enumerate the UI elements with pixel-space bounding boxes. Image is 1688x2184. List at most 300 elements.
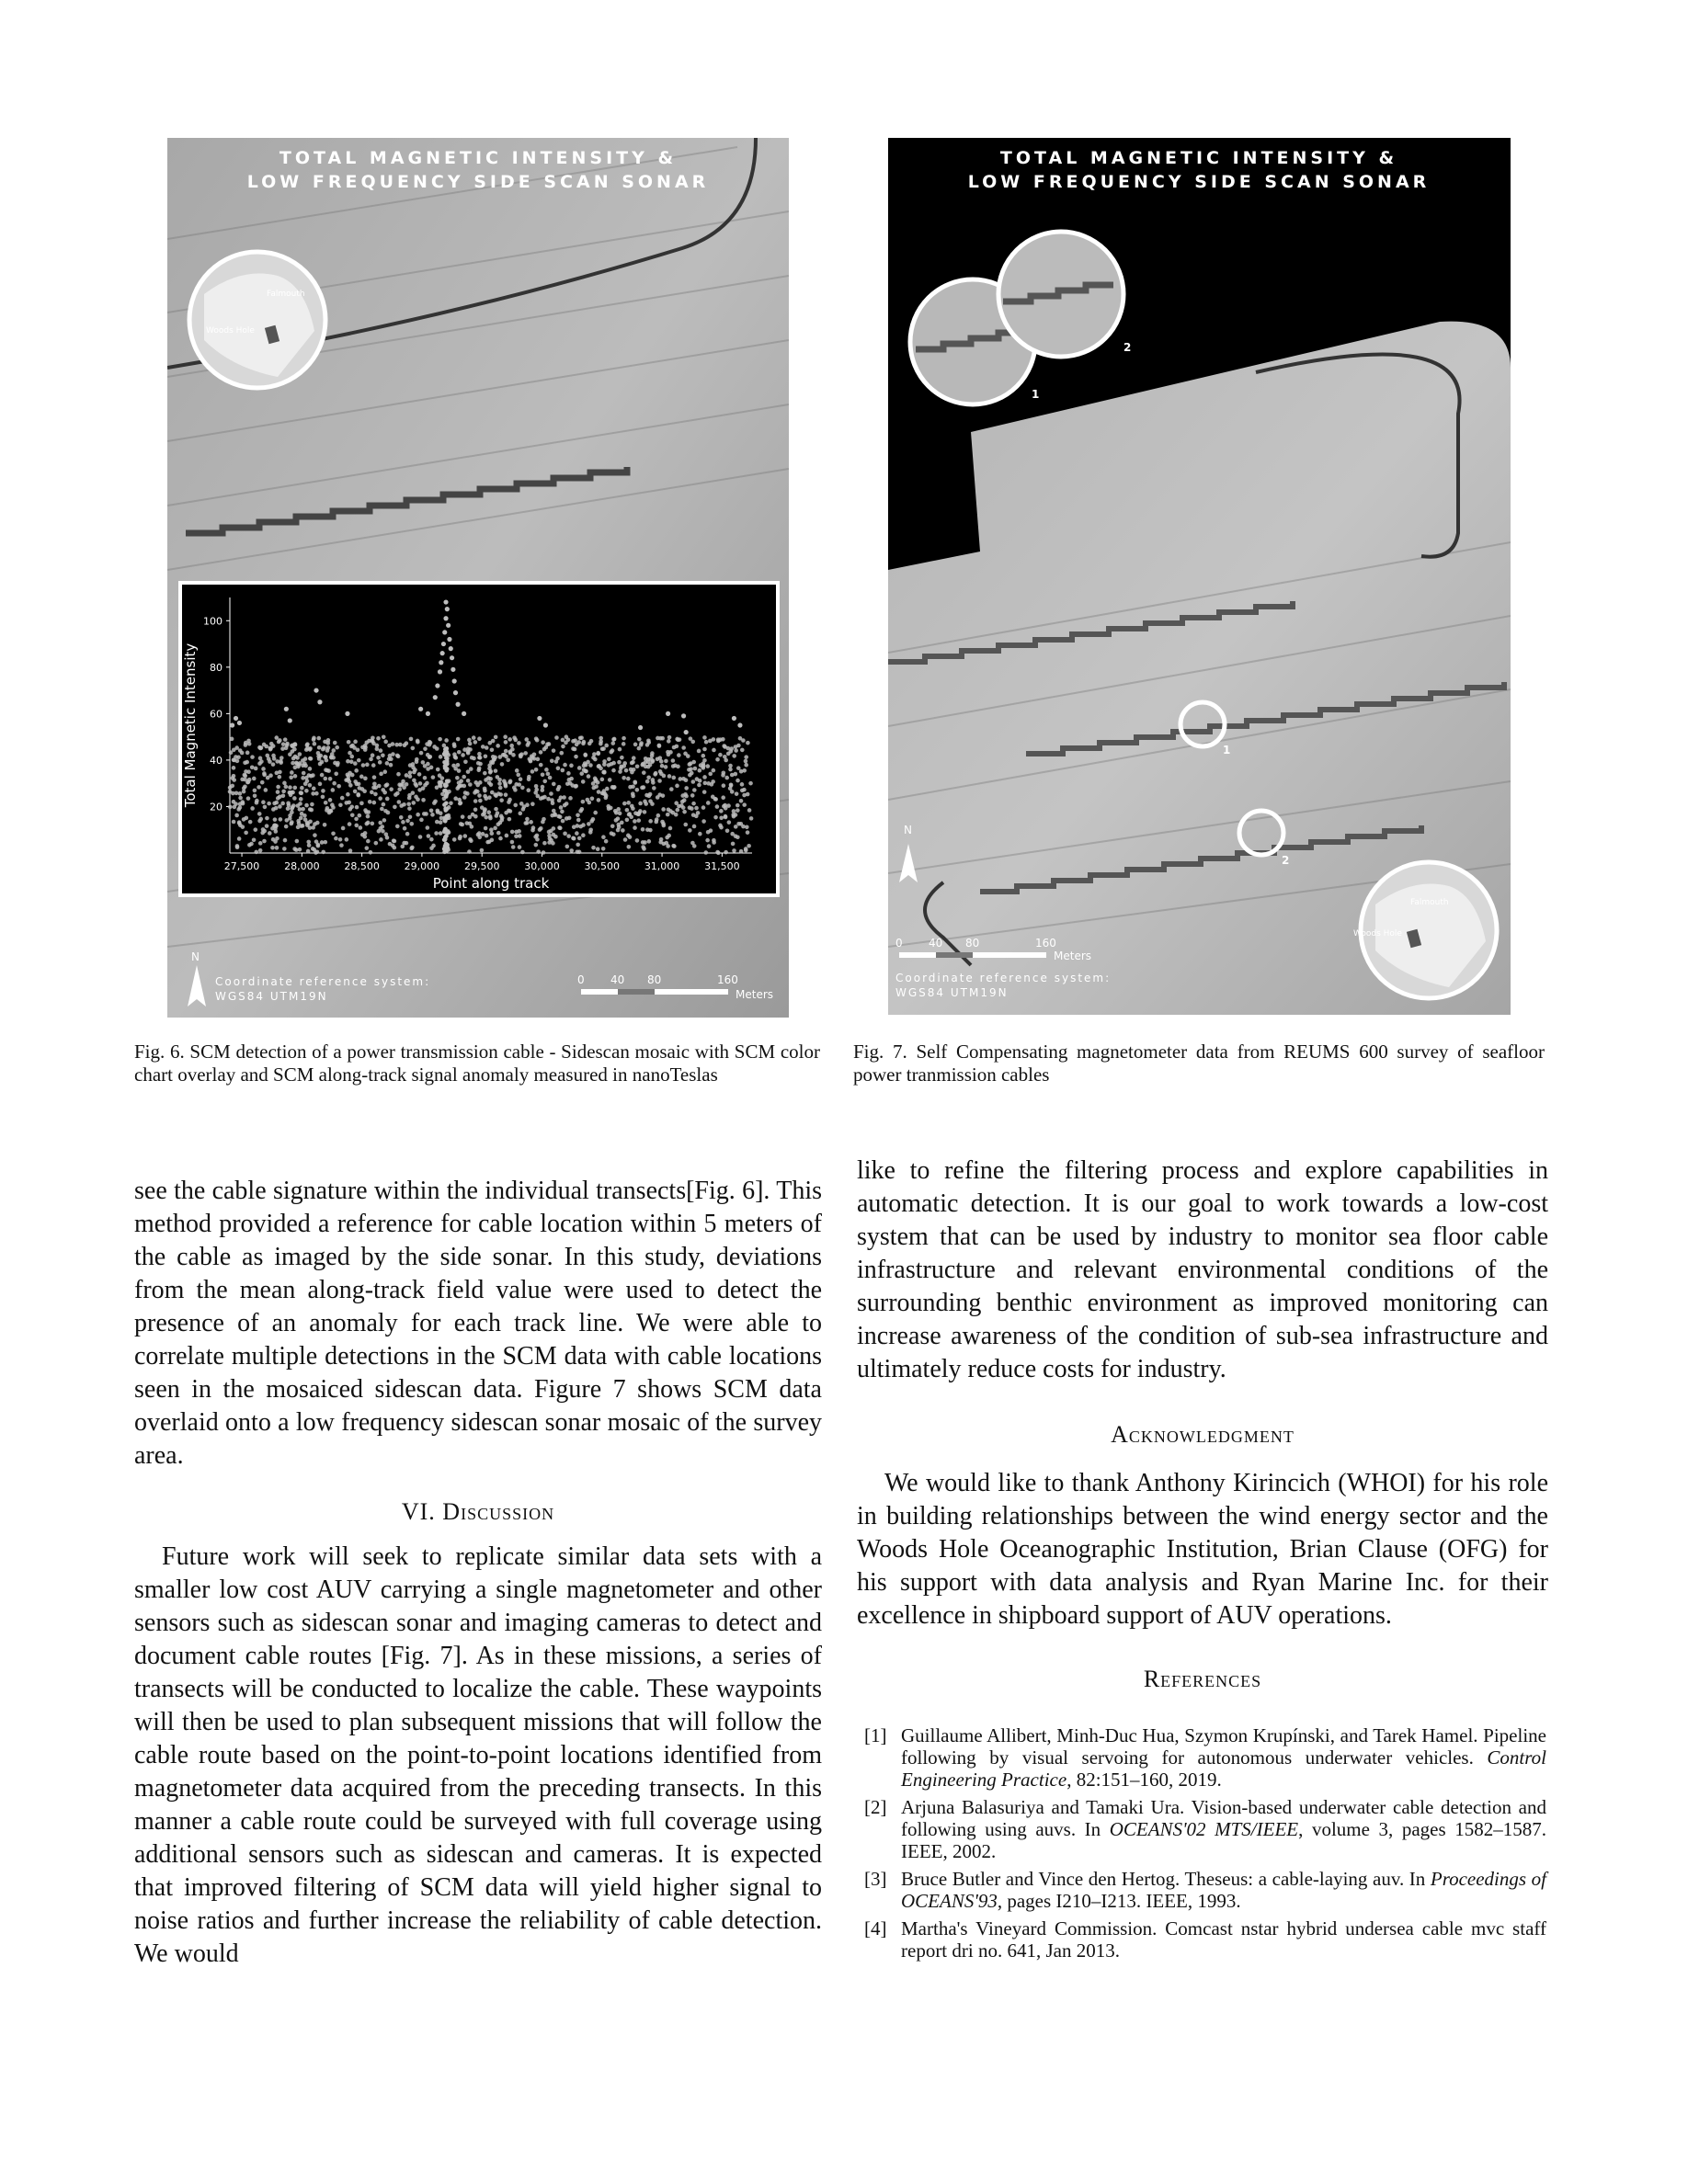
data-point bbox=[379, 837, 383, 842]
reference-text-main: Bruce Butler and Vince den Hertog. Theseus: a cable-laying auv. In bbox=[901, 1868, 1431, 1890]
data-point bbox=[383, 809, 388, 813]
data-point bbox=[740, 782, 745, 787]
data-point-outlier bbox=[543, 722, 548, 727]
data-point bbox=[469, 767, 473, 771]
data-point bbox=[565, 816, 569, 821]
y-tick-label: 60 bbox=[210, 708, 222, 721]
detection-marker-2-label: 2 bbox=[1282, 854, 1292, 867]
data-point bbox=[626, 801, 631, 805]
data-point bbox=[312, 847, 316, 852]
data-point bbox=[577, 836, 582, 841]
data-point bbox=[306, 840, 311, 845]
data-point bbox=[282, 847, 287, 851]
data-point bbox=[481, 745, 485, 749]
data-point bbox=[250, 806, 255, 811]
data-point bbox=[682, 810, 687, 814]
data-point bbox=[279, 817, 283, 822]
figure-7-caption: Fig. 7. Self Compensating magnetometer data from REUMS 600 survey of seafloor power tranmission cables bbox=[853, 1041, 1545, 1086]
reference-item bbox=[864, 1868, 1546, 1912]
data-point bbox=[465, 821, 470, 825]
data-point bbox=[739, 822, 744, 826]
data-point bbox=[418, 781, 423, 786]
data-point bbox=[722, 744, 726, 748]
data-point bbox=[395, 825, 400, 829]
data-point bbox=[354, 817, 359, 822]
data-point bbox=[346, 792, 350, 797]
x-axis-label: Point along track bbox=[432, 875, 550, 892]
data-point bbox=[360, 745, 365, 750]
data-point bbox=[326, 745, 331, 750]
data-point bbox=[381, 754, 385, 758]
data-point bbox=[552, 748, 556, 753]
data-point bbox=[369, 757, 373, 762]
data-point bbox=[426, 767, 430, 771]
data-point bbox=[307, 773, 312, 778]
data-point bbox=[496, 822, 501, 826]
data-point bbox=[257, 785, 261, 790]
data-point bbox=[499, 818, 504, 823]
data-point bbox=[409, 737, 414, 742]
data-point bbox=[305, 743, 310, 747]
data-point bbox=[605, 787, 610, 791]
data-point bbox=[361, 763, 366, 768]
data-point bbox=[353, 761, 358, 766]
data-point bbox=[518, 834, 522, 838]
data-point bbox=[576, 740, 581, 745]
data-point bbox=[748, 781, 753, 786]
data-point bbox=[245, 760, 249, 765]
data-point bbox=[356, 792, 360, 797]
data-point bbox=[559, 751, 564, 756]
data-point bbox=[265, 754, 269, 758]
data-point bbox=[246, 779, 251, 784]
figure-6-graphic bbox=[167, 138, 789, 1018]
data-point bbox=[436, 768, 440, 772]
data-point bbox=[641, 762, 645, 767]
data-point bbox=[671, 844, 676, 848]
data-point bbox=[542, 817, 546, 822]
data-point bbox=[491, 755, 496, 759]
data-point bbox=[679, 803, 684, 808]
data-point bbox=[483, 787, 487, 791]
data-point bbox=[601, 791, 606, 796]
data-point bbox=[331, 805, 336, 810]
data-point bbox=[728, 768, 733, 772]
data-point bbox=[365, 846, 370, 850]
data-point bbox=[538, 827, 542, 832]
data-point bbox=[657, 744, 662, 748]
data-point bbox=[494, 768, 498, 773]
data-point bbox=[560, 768, 565, 773]
data-point bbox=[510, 747, 515, 752]
data-point bbox=[363, 808, 368, 813]
data-point bbox=[268, 831, 272, 836]
data-point bbox=[677, 753, 681, 757]
data-point bbox=[530, 802, 535, 806]
data-point bbox=[577, 766, 582, 770]
data-point bbox=[359, 825, 363, 830]
data-point bbox=[445, 762, 450, 767]
data-point bbox=[321, 747, 325, 752]
data-point bbox=[334, 836, 338, 841]
data-point bbox=[267, 802, 271, 806]
data-point bbox=[536, 757, 541, 762]
data-point bbox=[443, 806, 448, 811]
data-point bbox=[541, 773, 545, 778]
data-point bbox=[435, 820, 439, 825]
data-point bbox=[480, 848, 485, 853]
data-point bbox=[493, 826, 497, 831]
data-point bbox=[646, 775, 651, 779]
data-point-outlier bbox=[681, 713, 686, 718]
data-point bbox=[359, 802, 364, 806]
data-point bbox=[742, 802, 747, 807]
data-point bbox=[576, 824, 580, 828]
data-point-outlier bbox=[230, 722, 234, 727]
data-point bbox=[495, 813, 499, 818]
data-point bbox=[530, 769, 535, 774]
data-point bbox=[338, 803, 343, 808]
data-point bbox=[698, 832, 702, 836]
data-point bbox=[298, 752, 302, 756]
data-point bbox=[415, 783, 419, 788]
data-point bbox=[739, 799, 744, 803]
data-point bbox=[476, 833, 481, 837]
data-point bbox=[721, 795, 725, 800]
data-point bbox=[488, 769, 493, 774]
data-point bbox=[740, 748, 745, 753]
data-point bbox=[376, 756, 381, 760]
data-point bbox=[410, 846, 415, 850]
data-point bbox=[473, 789, 478, 793]
data-point bbox=[266, 776, 270, 780]
data-point bbox=[408, 814, 413, 819]
data-point bbox=[426, 825, 430, 830]
data-point bbox=[461, 753, 465, 757]
data-point bbox=[350, 773, 355, 778]
data-point bbox=[539, 750, 543, 755]
data-point bbox=[407, 796, 412, 801]
data-point bbox=[389, 763, 393, 768]
data-point bbox=[566, 834, 571, 838]
data-point bbox=[411, 791, 416, 795]
data-point bbox=[372, 801, 377, 805]
data-point bbox=[283, 838, 288, 843]
data-point bbox=[504, 784, 508, 789]
data-point bbox=[293, 774, 298, 779]
data-point-outlier bbox=[737, 722, 742, 727]
data-point bbox=[312, 787, 316, 791]
left-paragraph-1: see the cable signature within the individual transects[Fig. 6]. This method provided a reference for cable location within 5 meters of the cable as imaged by the side sonar. In this study, deviations from the mean along-track field value were used to detect the presence of an anomaly for each track line. We were able to correlate multiple detections in the SCM data with cable locations seen in the mosaiced sidescan data. Figure 7 shows SCM data overlaid onto a low frequency sidescan sonar mosaic of the survey area. bbox=[134, 1177, 822, 1470]
data-point-outlier bbox=[435, 683, 439, 688]
data-point bbox=[510, 830, 515, 835]
y-tick-label: 20 bbox=[210, 801, 222, 813]
data-point bbox=[746, 741, 750, 745]
data-point bbox=[318, 782, 323, 787]
data-point bbox=[667, 774, 672, 779]
data-point bbox=[309, 756, 314, 761]
figure-6 bbox=[167, 138, 789, 1018]
data-point bbox=[313, 742, 317, 746]
data-point bbox=[744, 763, 748, 768]
data-point bbox=[676, 765, 680, 769]
data-point bbox=[277, 740, 281, 745]
data-point bbox=[692, 844, 697, 848]
data-point bbox=[467, 738, 472, 743]
data-point bbox=[516, 773, 520, 778]
data-point bbox=[534, 843, 539, 847]
data-point bbox=[690, 793, 695, 798]
data-point-outlier bbox=[284, 707, 289, 711]
data-point bbox=[712, 840, 716, 845]
data-point bbox=[645, 779, 650, 784]
data-point bbox=[690, 806, 694, 811]
data-point bbox=[596, 752, 600, 756]
data-point bbox=[724, 776, 729, 780]
data-point bbox=[689, 736, 693, 741]
data-point bbox=[393, 805, 397, 810]
data-point bbox=[482, 812, 486, 816]
x-tick-label: 29,500 bbox=[463, 860, 500, 872]
data-point bbox=[664, 759, 668, 764]
data-point bbox=[712, 737, 716, 742]
data-point bbox=[300, 786, 304, 791]
data-point-outlier bbox=[439, 660, 443, 665]
data-point bbox=[458, 802, 462, 806]
data-point bbox=[622, 776, 626, 780]
data-point bbox=[416, 740, 420, 745]
data-point bbox=[691, 813, 696, 817]
data-point bbox=[348, 848, 353, 853]
data-point bbox=[630, 804, 634, 809]
data-point bbox=[504, 792, 508, 797]
data-point bbox=[416, 797, 420, 802]
data-point bbox=[705, 838, 710, 843]
data-point-outlier bbox=[234, 716, 238, 721]
data-point bbox=[275, 846, 279, 850]
data-point bbox=[327, 811, 332, 815]
data-point bbox=[250, 765, 255, 769]
scale-label-80: 80 bbox=[647, 973, 662, 986]
data-point bbox=[240, 751, 245, 756]
data-point bbox=[358, 813, 362, 818]
data-point bbox=[581, 823, 586, 827]
data-point bbox=[489, 782, 494, 787]
data-point bbox=[614, 818, 619, 823]
data-point bbox=[534, 784, 539, 789]
data-point bbox=[340, 796, 345, 801]
reference-text bbox=[901, 1724, 1546, 1791]
data-point bbox=[529, 759, 533, 764]
data-point-outlier bbox=[455, 702, 460, 707]
data-point bbox=[462, 775, 466, 779]
data-point bbox=[582, 764, 587, 768]
left-paragraph-2: Future work will seek to replicate similar data sets with a smaller low cost AUV carrying a single magnetometer and other sensors such as sidescan sonar and imaging cameras to detect and document cable routes [Fig. 7]. As in these missions, a series of transects will be conducted to localize the cable. These waypoints will then be used to plan subsequent missions that will follow the cable route based on the point-to-point locations identified from magnetometer data acquired from the preceding transects. In this manner a cable route could be surveyed with full coverage using additional sensors such as sidescan and cameras. It is expected that improved filtering of SCM data will yield higher signal to noise ratios and further increase the reliability of cable detection. We would bbox=[134, 1542, 822, 1968]
data-point bbox=[457, 768, 462, 773]
data-point bbox=[232, 774, 236, 779]
inset-label-woods-hole: Woods Hole bbox=[1353, 929, 1402, 938]
data-point bbox=[484, 826, 488, 831]
data-point bbox=[365, 763, 370, 768]
data-point bbox=[734, 834, 738, 838]
data-point bbox=[321, 850, 325, 855]
data-point bbox=[497, 781, 502, 786]
data-point bbox=[749, 816, 754, 821]
data-point bbox=[621, 828, 625, 833]
data-point bbox=[252, 777, 257, 781]
data-point bbox=[323, 777, 327, 781]
data-point bbox=[571, 746, 576, 751]
figure-7-graphic bbox=[888, 138, 1511, 1015]
data-point bbox=[484, 815, 488, 820]
data-point bbox=[427, 834, 431, 838]
data-point bbox=[278, 804, 282, 809]
data-point bbox=[291, 761, 295, 766]
scale-label-160: 160 bbox=[1035, 937, 1056, 950]
data-point bbox=[716, 851, 721, 856]
data-point bbox=[635, 764, 640, 768]
data-point bbox=[473, 740, 478, 745]
data-point-outlier bbox=[462, 711, 466, 716]
data-point bbox=[261, 767, 266, 771]
data-point bbox=[444, 738, 449, 743]
data-point bbox=[736, 803, 740, 808]
data-point bbox=[647, 839, 652, 844]
data-point bbox=[519, 777, 523, 781]
data-point bbox=[252, 837, 257, 842]
data-point-outlier bbox=[288, 718, 292, 722]
data-point bbox=[561, 745, 565, 749]
data-point bbox=[478, 799, 483, 803]
data-point bbox=[599, 739, 603, 744]
data-point bbox=[508, 798, 512, 802]
data-point bbox=[539, 763, 543, 768]
data-point-outlier bbox=[440, 651, 445, 655]
data-point bbox=[626, 777, 631, 781]
data-point bbox=[405, 773, 409, 778]
data-point bbox=[419, 818, 424, 823]
data-point bbox=[377, 829, 382, 834]
data-point bbox=[385, 797, 390, 802]
data-point bbox=[552, 809, 556, 813]
data-point bbox=[286, 806, 291, 811]
data-point bbox=[273, 839, 278, 844]
data-point bbox=[398, 743, 403, 747]
data-point bbox=[331, 748, 336, 753]
data-point bbox=[373, 792, 378, 797]
data-point bbox=[238, 796, 243, 801]
data-point bbox=[576, 813, 580, 817]
data-point bbox=[690, 771, 694, 776]
data-point bbox=[582, 768, 587, 772]
data-point bbox=[468, 782, 473, 787]
data-point bbox=[565, 734, 569, 739]
data-point bbox=[727, 820, 732, 825]
data-point bbox=[477, 767, 482, 771]
data-point bbox=[428, 743, 432, 747]
data-point bbox=[381, 788, 385, 792]
data-point bbox=[597, 790, 601, 794]
figure-7-title-line-2: LOW FREQUENCY SIDE SCAN SONAR bbox=[967, 172, 1431, 192]
data-point bbox=[536, 849, 541, 854]
data-point bbox=[244, 831, 248, 836]
data-point bbox=[731, 842, 736, 847]
data-point bbox=[383, 740, 388, 745]
data-point bbox=[403, 826, 407, 831]
data-point bbox=[518, 845, 522, 849]
data-point bbox=[494, 735, 498, 740]
data-point bbox=[305, 779, 310, 783]
data-point bbox=[290, 806, 294, 811]
data-point bbox=[235, 759, 240, 764]
data-point bbox=[601, 847, 606, 851]
data-point bbox=[602, 762, 607, 767]
data-point bbox=[589, 739, 594, 744]
data-point bbox=[444, 783, 449, 788]
data-point bbox=[572, 836, 576, 841]
data-point bbox=[272, 802, 277, 806]
data-point bbox=[658, 769, 663, 774]
inset-map bbox=[189, 252, 325, 388]
data-point bbox=[662, 824, 667, 828]
data-point bbox=[702, 735, 707, 740]
data-point bbox=[667, 735, 672, 740]
data-point bbox=[552, 833, 556, 837]
data-point bbox=[305, 821, 310, 825]
data-point bbox=[541, 740, 545, 745]
data-point bbox=[611, 832, 616, 836]
data-point bbox=[641, 827, 645, 832]
data-point bbox=[370, 791, 374, 795]
data-point bbox=[452, 837, 457, 842]
data-point bbox=[478, 762, 483, 767]
data-point bbox=[550, 798, 554, 802]
data-point bbox=[675, 745, 679, 749]
data-point bbox=[274, 735, 279, 740]
data-point bbox=[302, 771, 306, 776]
data-point bbox=[742, 788, 747, 792]
data-point bbox=[459, 822, 463, 826]
data-point bbox=[701, 819, 706, 824]
data-point bbox=[508, 780, 512, 785]
data-point bbox=[462, 795, 467, 800]
data-point bbox=[393, 839, 397, 844]
right-column-2 bbox=[857, 1467, 1548, 1632]
data-point bbox=[366, 839, 371, 844]
data-point bbox=[328, 798, 333, 802]
scale-label-0: 0 bbox=[577, 973, 585, 986]
data-point bbox=[660, 820, 665, 825]
data-point bbox=[336, 761, 340, 766]
data-point bbox=[301, 763, 305, 768]
data-point bbox=[356, 747, 360, 752]
data-point bbox=[292, 747, 297, 752]
data-point bbox=[233, 805, 237, 810]
data-point bbox=[724, 815, 728, 820]
data-point bbox=[485, 745, 489, 750]
data-point bbox=[513, 738, 518, 743]
data-point bbox=[281, 742, 286, 746]
data-point bbox=[643, 800, 647, 804]
data-point bbox=[713, 797, 718, 802]
data-point bbox=[391, 742, 395, 746]
data-point bbox=[354, 824, 359, 828]
data-point bbox=[379, 772, 383, 777]
data-point bbox=[661, 793, 666, 798]
data-point bbox=[263, 805, 268, 810]
data-point bbox=[684, 794, 689, 799]
data-point bbox=[313, 833, 317, 837]
